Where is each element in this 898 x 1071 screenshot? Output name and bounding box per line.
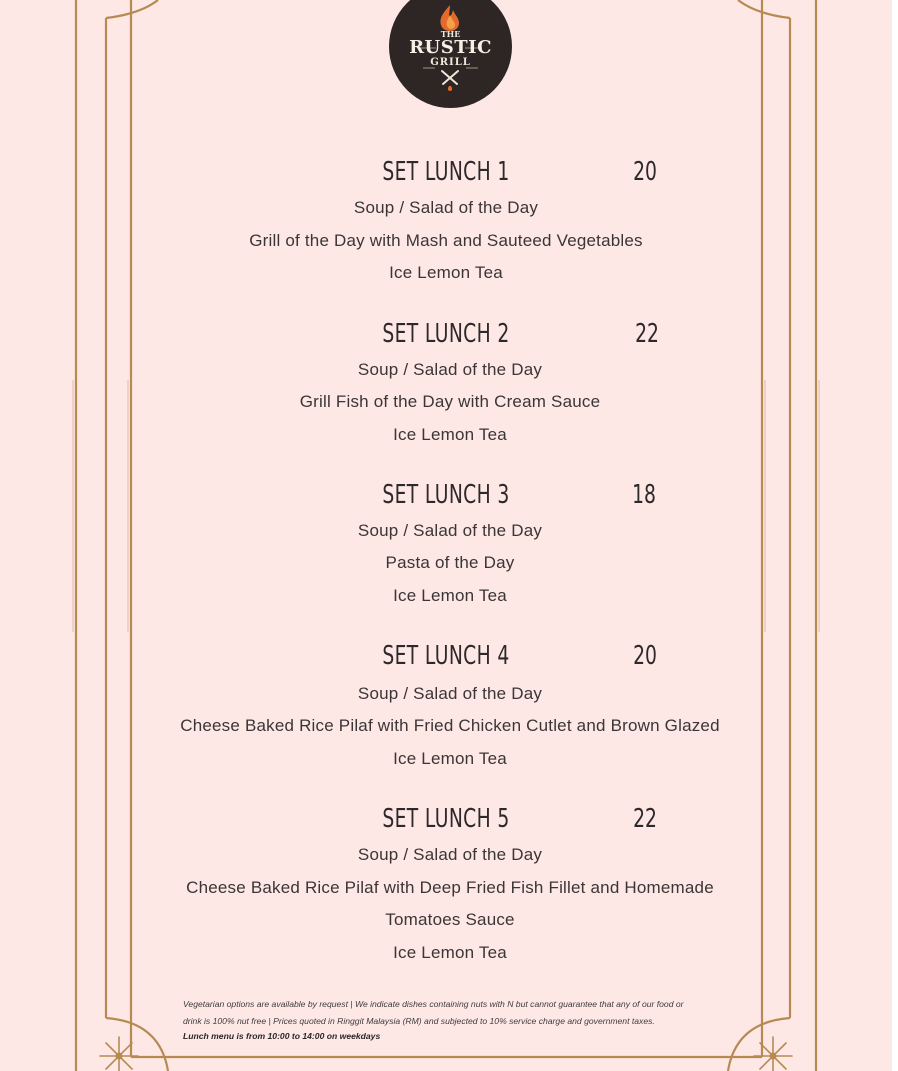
menu-item: Soup / Salad of the Day — [357, 360, 543, 379]
set-price: 20 — [633, 641, 657, 671]
menu-item: Ice Lemon Tea — [389, 263, 503, 282]
menu-item: Grill of the Day with Mash and Sauteed Vegetables — [249, 231, 643, 250]
menu-item: Grill Fish of the Day with Cream Sauce — [299, 392, 601, 411]
menu-item: Ice Lemon Tea — [393, 943, 507, 962]
set-price: 20 — [633, 157, 657, 187]
menu-item: Ice Lemon Tea — [393, 749, 507, 768]
menu-item: Ice Lemon Tea — [393, 425, 507, 444]
menu-item: Soup / Salad of the Day — [353, 198, 539, 217]
menu-item: Soup / Salad of the Day — [357, 684, 543, 703]
menu-item: Cheese Baked Rice Pilaf with Fried Chicken Cutlet and Brown Glazed — [180, 716, 720, 735]
menu-item: Soup / Salad of the Day — [357, 845, 543, 864]
menu-item: Ice Lemon Tea — [393, 586, 507, 605]
footer-note-line: drink is 100% nut free | Prices quoted in Ringgit Malaysia (RM) and subjected to 10% service charge and government taxes. — [183, 1016, 655, 1026]
menu-item: Soup / Salad of the Day — [357, 521, 543, 540]
set-price: 22 — [635, 319, 659, 349]
star-ornament-icon — [750, 1035, 796, 1071]
set-title: SET LUNCH 2 — [382, 319, 510, 349]
lunch-hours-note: Lunch menu is from 10:00 to 14:00 on weekdays — [183, 1031, 381, 1041]
set-title: SET LUNCH 5 — [382, 804, 510, 834]
set-price: 18 — [632, 480, 656, 510]
logo-grill-text: GRILL — [430, 57, 471, 68]
logo-the-text: THE — [440, 29, 461, 39]
set-price: 22 — [633, 804, 657, 834]
set-title: SET LUNCH 3 — [382, 480, 510, 510]
star-ornament-icon — [96, 1035, 142, 1071]
footer-note-line: Vegetarian options are available by request | We indicate dishes containing nuts with N but cannot guarantee that any of our food or — [183, 999, 684, 1009]
menu-item: Cheese Baked Rice Pilaf with Deep Fried Fish Fillet and Homemade — [186, 878, 714, 897]
set-title: SET LUNCH 1 — [382, 157, 510, 187]
set-title: SET LUNCH 4 — [382, 641, 510, 671]
logo-rustic-text: RUSTIC — [409, 37, 492, 58]
menu-item: Tomatoes Sauce — [385, 910, 515, 929]
menu-item: Pasta of the Day — [385, 553, 515, 572]
rustic-grill-logo — [389, 0, 512, 108]
